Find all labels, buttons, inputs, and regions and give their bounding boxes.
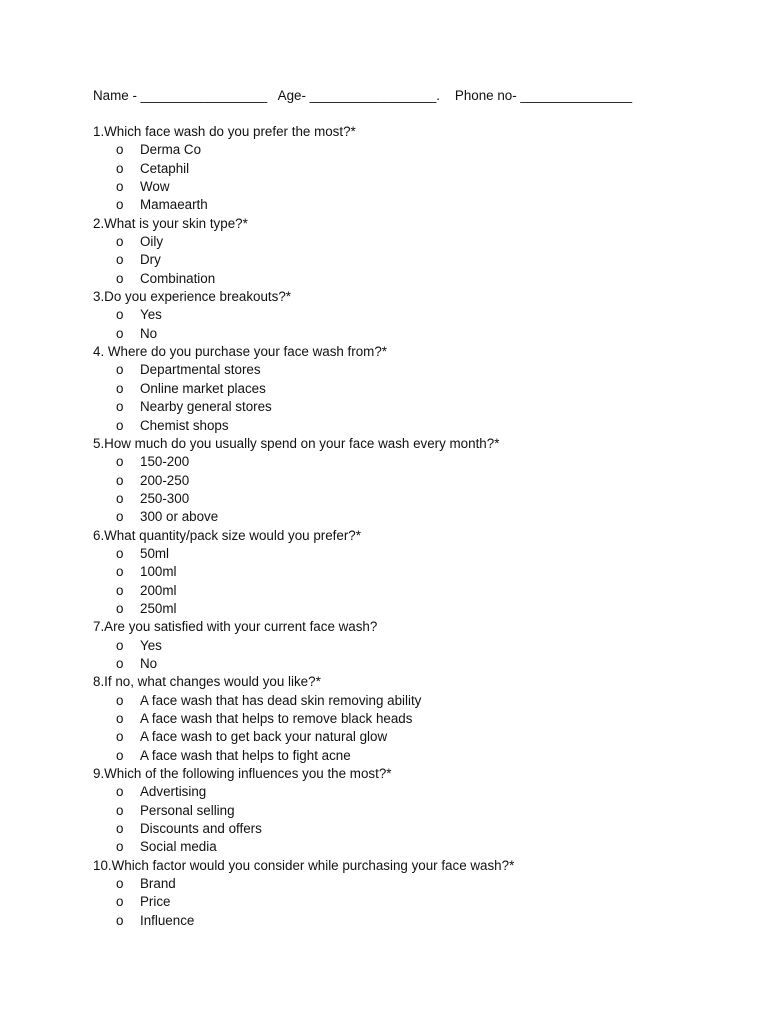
answer-option <box>93 783 713 801</box>
circle-bullet-icon: o <box>116 307 124 323</box>
circle-bullet-icon: o <box>116 142 124 158</box>
circle-bullet-icon: o <box>116 362 124 378</box>
answer-option-label: Personal selling <box>140 802 235 818</box>
answer-option-label: Dry <box>140 252 161 268</box>
answer-option <box>93 380 713 398</box>
circle-bullet-icon: o <box>116 380 124 396</box>
answer-option-label: Price <box>140 894 171 910</box>
question-text: 1.Which face wash do you prefer the most?* <box>93 124 356 139</box>
circle-bullet-icon: o <box>116 454 124 470</box>
answer-options-list <box>93 453 713 526</box>
answer-option-label: 150-200 <box>140 454 190 470</box>
answer-option <box>93 563 713 581</box>
question-text: 9.Which of the following influences you the most?* <box>93 766 392 782</box>
circle-bullet-icon: o <box>116 509 124 525</box>
circle-bullet-icon: o <box>116 160 124 176</box>
answer-options-list <box>93 875 713 930</box>
answer-option <box>93 582 713 600</box>
answer-option <box>93 472 713 490</box>
answer-option <box>93 270 713 288</box>
circle-bullet-icon: o <box>116 582 124 598</box>
question-text: 5.How much do you usually spend on your face wash every month?* <box>93 435 500 451</box>
question-block <box>93 215 713 288</box>
circle-bullet-icon: o <box>116 234 124 250</box>
circle-bullet-icon: o <box>116 399 124 415</box>
answer-option <box>93 637 713 655</box>
answer-option-label: No <box>140 325 158 341</box>
answer-option-label: Influence <box>140 912 195 928</box>
answer-option <box>93 802 713 820</box>
answer-options-list <box>93 306 713 343</box>
circle-bullet-icon: o <box>116 600 124 616</box>
answer-option-label: 200ml <box>140 582 177 598</box>
answer-option <box>93 893 713 911</box>
answer-option <box>93 141 713 159</box>
answer-option-label: 300 or above <box>140 509 219 525</box>
answer-option-label: Mamaearth <box>140 197 208 213</box>
answer-option <box>93 196 713 214</box>
answer-option <box>93 417 713 435</box>
question-text: 2.What is your skin type?* <box>93 215 248 231</box>
answer-option-label: 250-300 <box>140 490 190 506</box>
answer-option-label: Yes <box>140 637 162 653</box>
answer-option-label: Brand <box>140 876 176 892</box>
answer-option-label: 250ml <box>140 600 177 616</box>
answer-option <box>93 233 713 251</box>
circle-bullet-icon: o <box>116 747 124 763</box>
name-field-label: Name - _________________ <box>93 88 268 103</box>
circle-bullet-icon: o <box>116 692 124 708</box>
answer-option <box>93 600 713 618</box>
answer-option <box>93 178 713 196</box>
answer-options-list <box>93 637 713 674</box>
question-text: 10.Which factor would you consider while purchasing your face wash?* <box>93 857 515 873</box>
age-field-label: Age- _________________. <box>277 88 440 103</box>
question-block <box>93 343 713 435</box>
circle-bullet-icon: o <box>116 894 124 910</box>
answer-option <box>93 655 713 673</box>
answer-option-label: Nearby general stores <box>140 399 272 415</box>
answer-option <box>93 747 713 765</box>
answer-option <box>93 710 713 728</box>
answer-option <box>93 490 713 508</box>
respondent-details-line <box>93 87 632 105</box>
circle-bullet-icon: o <box>116 472 124 488</box>
answer-option <box>93 875 713 893</box>
answer-option <box>93 838 713 856</box>
answer-option-label: Oily <box>140 234 164 250</box>
answer-option <box>93 398 713 416</box>
answer-option <box>93 306 713 324</box>
circle-bullet-icon: o <box>116 802 124 818</box>
answer-option-label: 100ml <box>140 564 177 580</box>
answer-option-label: Yes <box>140 307 162 323</box>
circle-bullet-icon: o <box>116 179 124 195</box>
answer-options-list <box>93 692 713 765</box>
circle-bullet-icon: o <box>116 912 124 928</box>
answer-option-label: Cetaphil <box>140 160 190 176</box>
answer-option <box>93 251 713 269</box>
answer-option-label: A face wash to get back your natural glow <box>140 729 388 745</box>
answer-option <box>93 508 713 526</box>
circle-bullet-icon: o <box>116 325 124 341</box>
answer-option <box>93 160 713 178</box>
question-block <box>93 618 713 673</box>
answer-option <box>93 325 713 343</box>
answer-option-label: 50ml <box>140 545 170 561</box>
question-text: 7.Are you satisfied with your current face wash? <box>93 619 378 635</box>
answer-option-label: Departmental stores <box>140 362 261 378</box>
answer-option <box>93 820 713 838</box>
circle-bullet-icon: o <box>116 637 124 653</box>
answer-option <box>93 692 713 710</box>
circle-bullet-icon: o <box>116 876 124 892</box>
answer-options-list <box>93 361 713 434</box>
circle-bullet-icon: o <box>116 784 124 800</box>
question-text: 6.What quantity/pack size would you prefer?* <box>93 527 361 543</box>
question-block <box>93 857 713 930</box>
answer-option-label: A face wash that helps to remove black heads <box>140 711 413 726</box>
circle-bullet-icon: o <box>116 564 124 580</box>
answer-option-label: Discounts and offers <box>140 821 262 837</box>
answer-option-label: Social media <box>140 839 217 855</box>
circle-bullet-icon: o <box>116 821 124 837</box>
answer-option-label: Derma Co <box>140 142 202 158</box>
answer-option <box>93 912 713 930</box>
question-block <box>93 765 713 857</box>
question-text: 8.If no, what changes would you like?* <box>93 674 321 690</box>
answer-option-label: A face wash that helps to fight acne <box>140 747 351 763</box>
circle-bullet-icon: o <box>116 655 124 671</box>
answer-option <box>93 361 713 379</box>
circle-bullet-icon: o <box>116 729 124 745</box>
circle-bullet-icon: o <box>116 711 124 726</box>
circle-bullet-icon: o <box>116 839 124 855</box>
question-text: 3.Do you experience breakouts?* <box>93 289 292 305</box>
circle-bullet-icon: o <box>116 270 124 286</box>
circle-bullet-icon: o <box>116 490 124 506</box>
phone-field-label: Phone no- _______________ <box>454 88 633 103</box>
answer-option <box>93 728 713 746</box>
answer-option <box>93 453 713 471</box>
question-block <box>93 123 713 215</box>
answer-option-label: No <box>140 655 158 671</box>
circle-bullet-icon: o <box>116 252 124 268</box>
answer-option-label: Advertising <box>140 784 207 800</box>
questionnaire <box>93 123 713 930</box>
answer-option-label: Chemist shops <box>140 417 229 433</box>
question-block <box>93 673 713 765</box>
answer-option-label: Wow <box>140 179 170 195</box>
answer-options-list <box>93 545 713 618</box>
question-block <box>93 288 713 343</box>
answer-option-label: 200-250 <box>140 472 190 488</box>
answer-options-list <box>93 783 713 856</box>
answer-options-list <box>93 141 713 214</box>
answer-option-label: Online market places <box>140 380 266 396</box>
question-text: 4. Where do you purchase your face wash from?* <box>93 344 387 360</box>
answer-option-label: A face wash that has dead skin removing ability <box>140 692 422 708</box>
question-block <box>93 527 713 619</box>
answer-options-list <box>93 233 713 288</box>
circle-bullet-icon: o <box>116 197 124 213</box>
answer-option-label: Combination <box>140 270 216 286</box>
question-block <box>93 435 713 527</box>
circle-bullet-icon: o <box>116 417 124 433</box>
circle-bullet-icon: o <box>116 545 124 561</box>
answer-option <box>93 545 713 563</box>
